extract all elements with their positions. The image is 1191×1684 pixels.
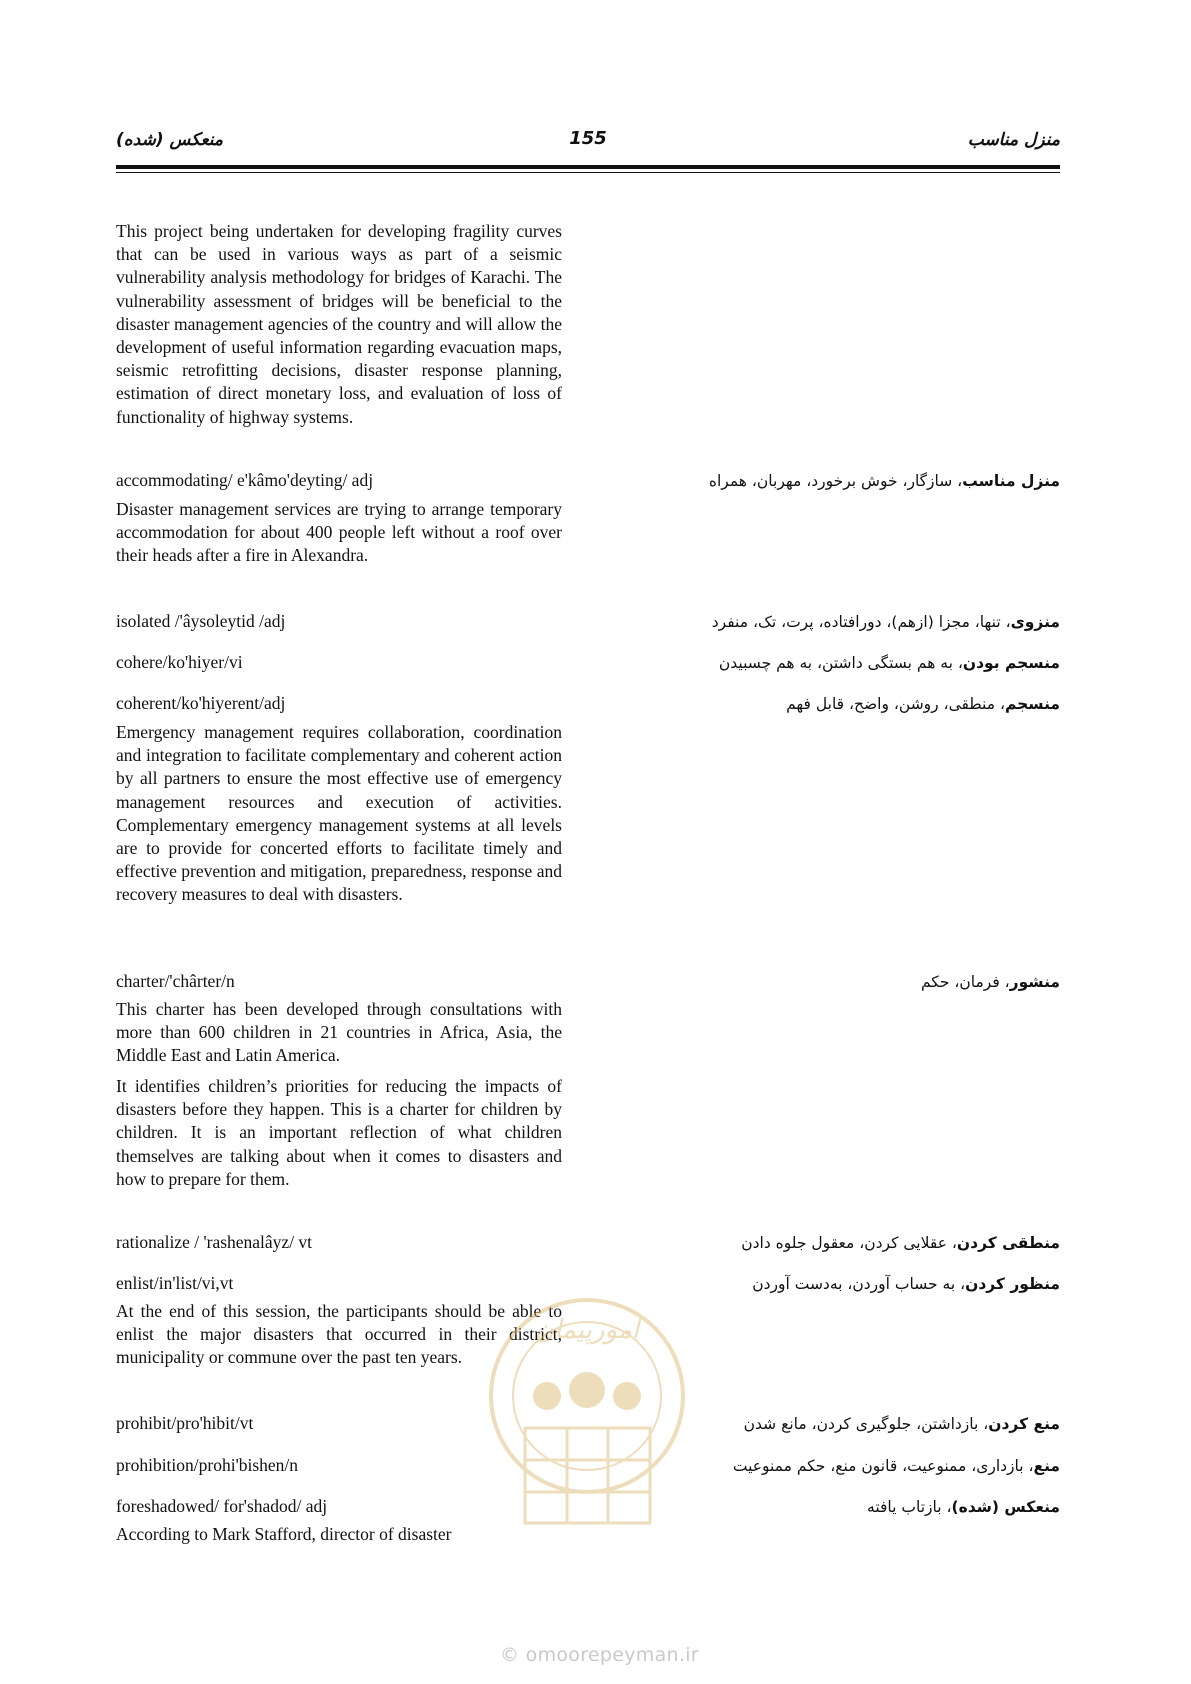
fa-term: منطقی کردن	[956, 1234, 1060, 1252]
fa-term: منظور کردن	[965, 1275, 1060, 1293]
entry-head-cohere: cohere/ko'hiyer/vi	[116, 652, 243, 672]
entry-head-rationalize: rationalize / 'rashenalâyz/ vt	[116, 1232, 313, 1252]
fa-term: منشور	[1009, 973, 1060, 991]
watermark-url-text: omoorepeyman.ir	[525, 1644, 699, 1666]
paragraph-fragility: This project being undertaken for developing fragility curves that can be used in various ways as part of a seismic vulnerability analysis methodology for bridges of Karachi. The vulnerability assessment of bridges will be beneficial to the disaster management agencies of the country and will allow the development of useful information regarding evacuation maps, seismic retrofitting decisions, disaster response planning, estimation of direct monetary loss, and evaluation of loss of functionality of highway systems.	[116, 221, 562, 427]
paragraph-charter-2: It identifies children’s priorities for reducing the impacts of disasters before they happen. This is a charter for children by children. It is an important reflection of what children themselves are talking about when it comes to disasters and how to prepare for them.	[116, 1076, 562, 1189]
header-right-title: منزل مناسب	[967, 130, 1060, 150]
fa-def: ، بازداشتن، جلوگیری کردن، مانع شدن	[743, 1415, 989, 1433]
page-header	[116, 130, 1060, 170]
entry-head-accommodating: accommodating/ e'kâmo'deyting/ adj	[116, 470, 374, 490]
fa-term: منزوی	[1010, 613, 1060, 631]
fa-def: ، تنها، مجزا (ازهم)، دورافتاده، پرت، تک، منفرد	[711, 613, 1011, 631]
fa-def: ، به حساب آوردن، به‌دست آوردن	[752, 1275, 966, 1293]
fa-entry-monsajem-budan	[600, 651, 1060, 675]
fa-def: ، بازداری، ممنوعیت، قانون منع، حکم ممنوعیت	[732, 1457, 1034, 1475]
fa-def: ، فرمان، حکم	[920, 973, 1010, 991]
entry-head-prohibit: prohibit/pro'hibit/vt	[116, 1413, 254, 1433]
entry-head-coherent: coherent/ko'hiyerent/adj	[116, 693, 286, 713]
entry-head-prohibition: prohibition/prohi'bishen/n	[116, 1455, 299, 1475]
paragraph-enlist: At the end of this session, the participants should be able to enlist the major disasters that occurred in their district, municipality or commune over the past ten years.	[116, 1301, 562, 1368]
fa-def: ، منطقی، روشن، واضح، قابل فهم	[786, 695, 1005, 713]
fa-entry-monsajem	[600, 692, 1060, 716]
fa-entry-manteghi-kardan	[600, 1231, 1060, 1255]
fa-term: منزل مناسب	[962, 472, 1060, 490]
fa-term: منع کردن	[988, 1415, 1060, 1433]
paragraph-foreshadowed: According to Mark Stafford, director of disaster	[116, 1524, 452, 1544]
fa-def: ، بازتاب یافته	[867, 1498, 952, 1516]
watermark-url: © omoorepeyman.ir	[500, 1644, 699, 1666]
fa-term: منسجم بودن	[962, 654, 1060, 672]
watermark-logo-text: امورپیمان	[534, 1315, 640, 1345]
paragraph-accommodating: Disaster management services are trying to arrange temporary accommodation for about 400 people left without a roof over their heads after a fire in Alexandra.	[116, 499, 562, 566]
fa-def: ، به هم بستگی داشتن، به هم چسبیدن	[718, 654, 963, 672]
fa-term: منع	[1033, 1457, 1060, 1475]
fa-def: ، عقلایی کردن، معقول جلوه دادن	[741, 1234, 957, 1252]
header-rule-thick	[116, 165, 1060, 169]
paragraph-charter-1: This charter has been developed through consultations with more than 600 children in 21 countries in Africa, Asia, the Middle East and Latin America.	[116, 999, 562, 1066]
fa-def: ، سازگار، خوش برخورد، مهربان، همراه	[708, 472, 963, 490]
entry-head-isolated: isolated /'âysoleytid /adj	[116, 611, 286, 631]
entry-head-charter: charter/'chârter/n	[116, 971, 235, 991]
page-number: 155	[569, 128, 607, 149]
header-rule-thin	[116, 172, 1060, 173]
entry-head-enlist: enlist/in'list/vi,vt	[116, 1273, 234, 1293]
fa-entry-monzavi	[600, 610, 1060, 634]
fa-entry-manzel-monaseb	[600, 469, 1060, 493]
entry-head-foreshadowed: foreshadowed/ for'shadod/ adj	[116, 1496, 328, 1516]
fa-term: منسجم	[1004, 695, 1060, 713]
fa-term: منعکس (شده)	[951, 1498, 1060, 1516]
fa-entry-manshur	[600, 970, 1060, 994]
watermark-logo	[485, 1278, 690, 1543]
header-left-title: منعکس (شده)	[116, 130, 224, 150]
paragraph-coherent: Emergency management requires collaboration, coordination and integration to facilitate complementary and coherent action by all partners to ensure the most effective use of emergency management resources and execution of activities. Complementary emergency management systems at all levels are to provide for concerted efforts to facilitate timely and effective prevention and mitigation, preparedness, response and recovery measures to deal with disasters.	[116, 722, 562, 905]
